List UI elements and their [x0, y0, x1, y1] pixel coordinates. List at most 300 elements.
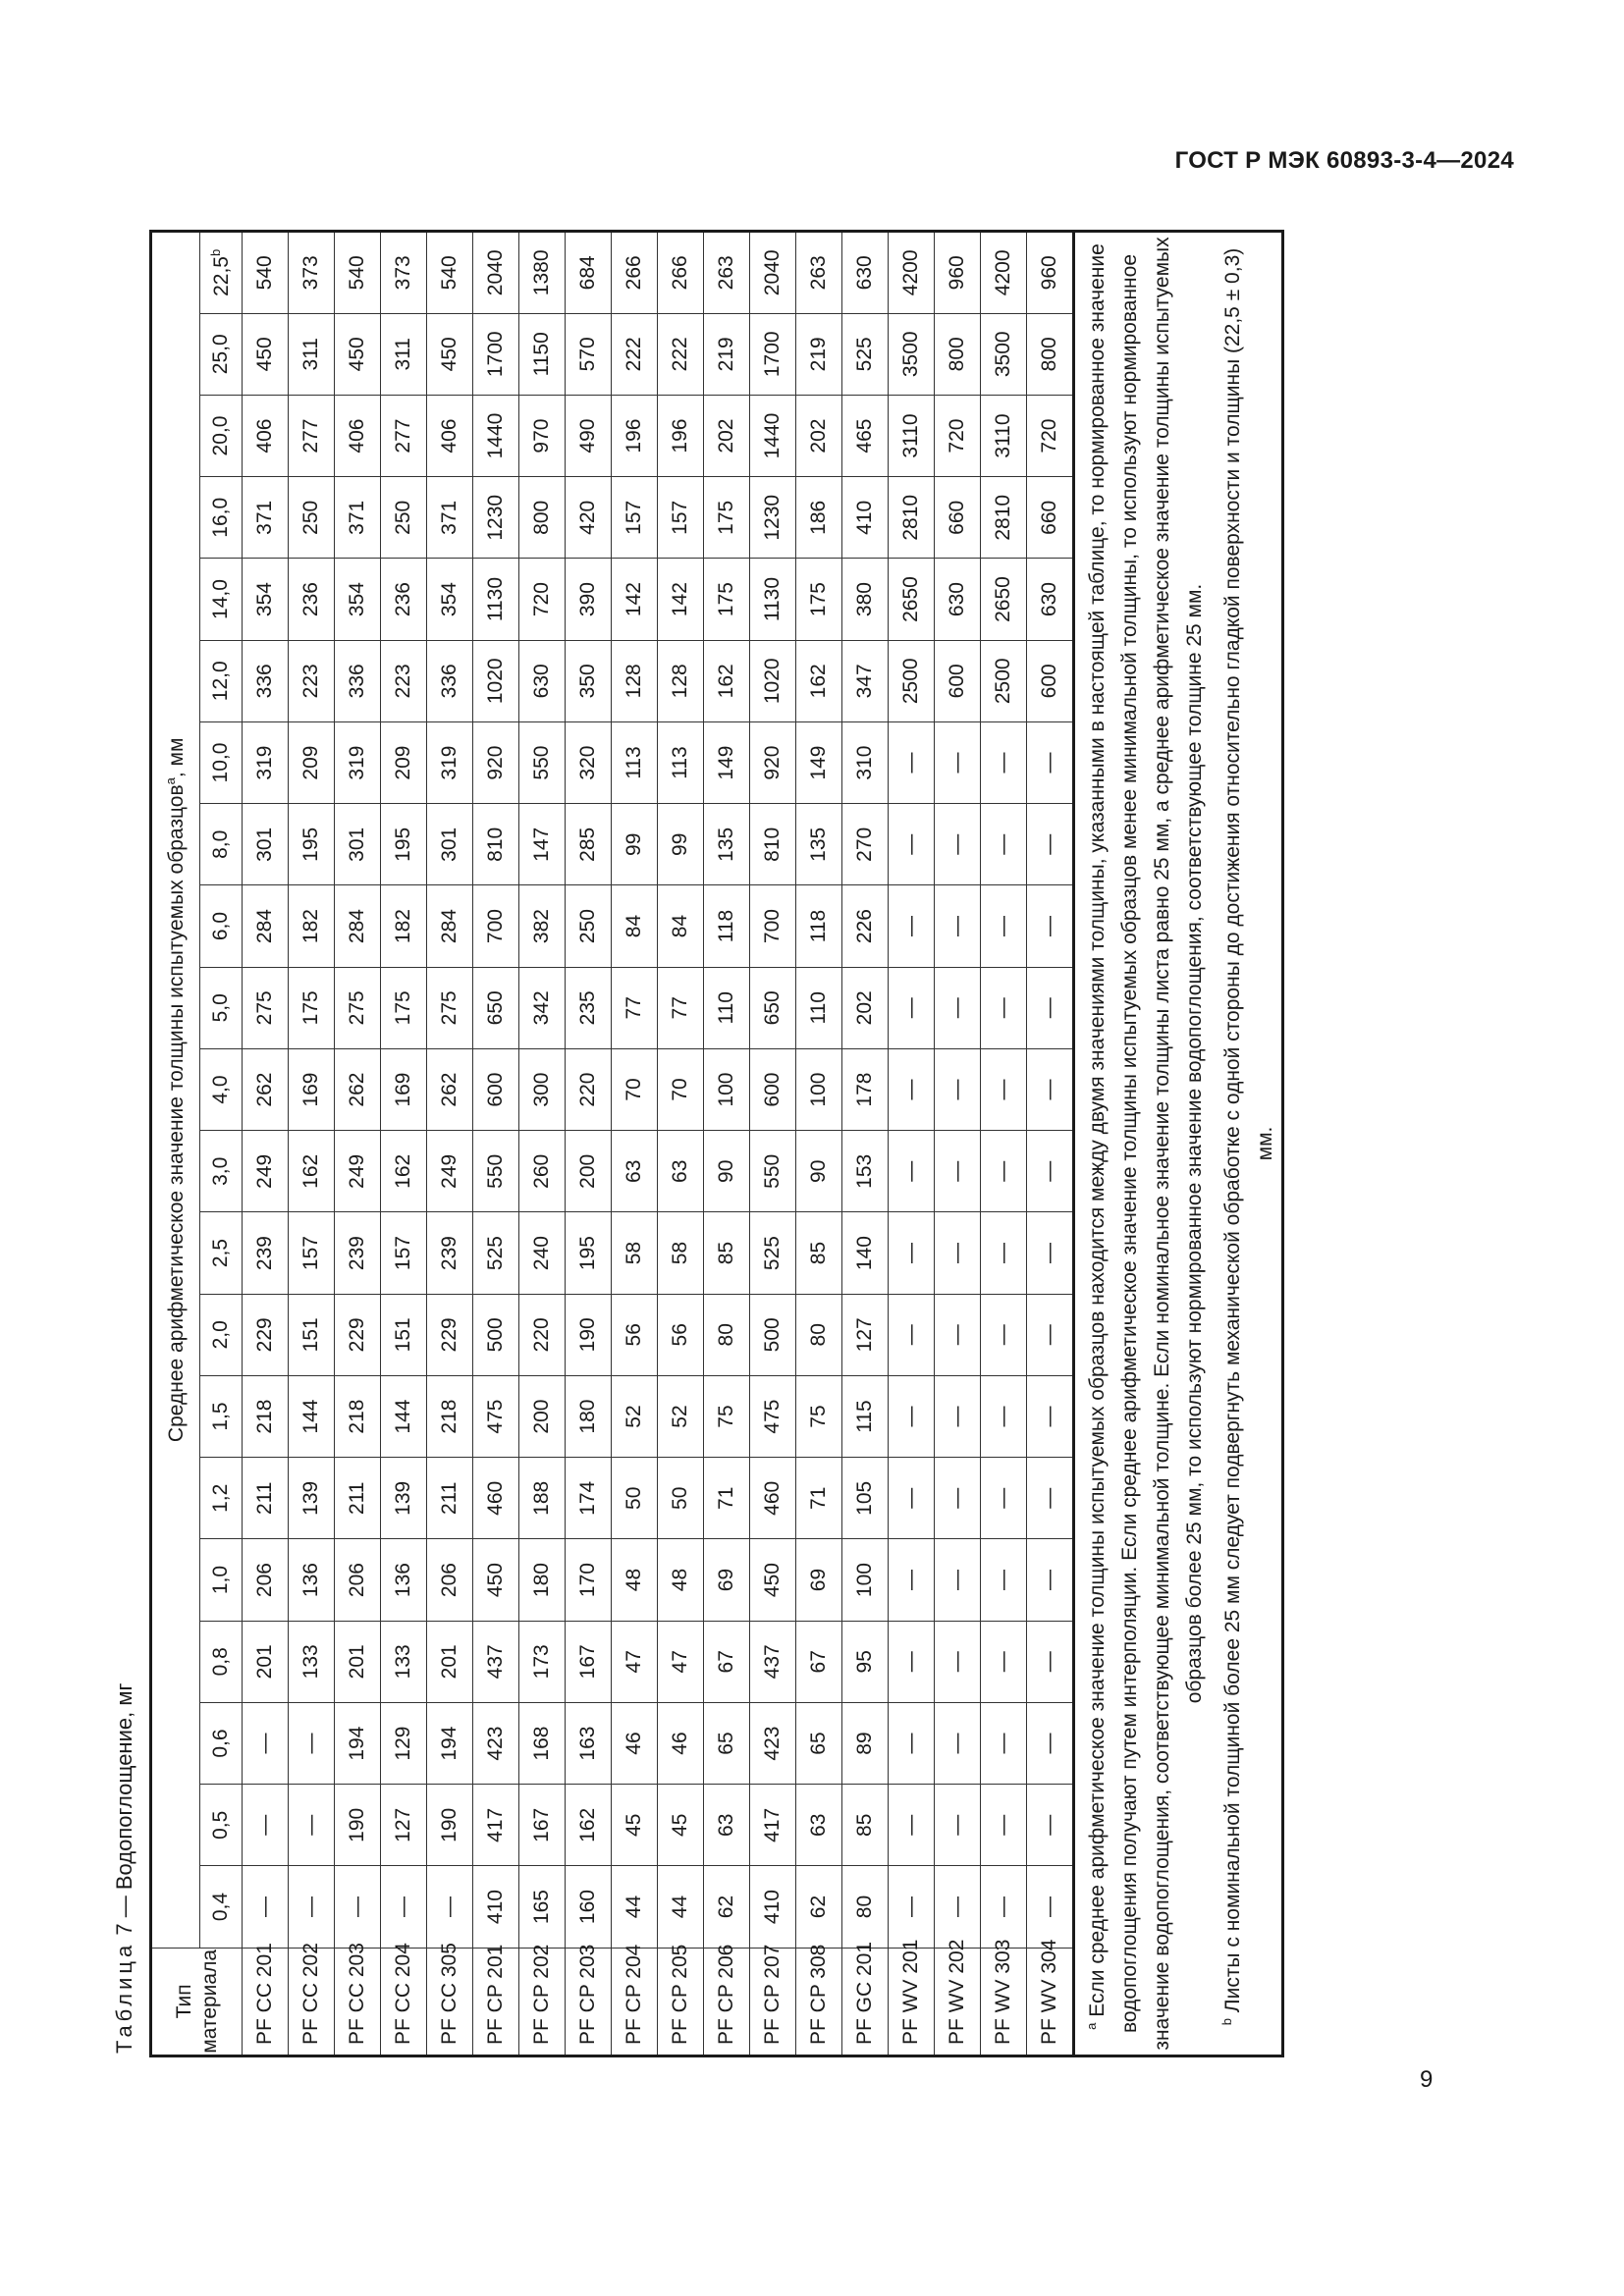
value-cell: 222: [612, 313, 658, 395]
value-cell: 437: [473, 1621, 519, 1702]
table-row: [935, 232, 981, 2056]
value-cell: 525: [750, 1212, 796, 1294]
value-cell: 319: [335, 721, 381, 803]
value-cell: 77: [612, 967, 658, 1048]
value-cell: 277: [381, 395, 427, 476]
value-cell: 417: [473, 1785, 519, 1866]
value-cell: 270: [842, 804, 889, 885]
material-cell: PF CP 203: [566, 1948, 612, 2056]
value-cell: 128: [658, 640, 704, 721]
value-cell: 45: [612, 1785, 658, 1866]
value-cell: 139: [381, 1458, 427, 1539]
value-cell: —: [981, 1375, 1027, 1457]
value-cell: 142: [658, 559, 704, 640]
material-cell: PF CP 202: [519, 1948, 566, 2056]
value-cell: —: [889, 1785, 935, 1866]
value-cell: 460: [750, 1458, 796, 1539]
value-cell: —: [935, 1212, 981, 1294]
value-cell: —: [1027, 1375, 1074, 1457]
value-cell: —: [1027, 1621, 1074, 1702]
value-cell: 165: [519, 1866, 566, 1948]
value-cell: 80: [796, 1294, 842, 1375]
value-cell: 46: [612, 1702, 658, 1784]
value-cell: 50: [658, 1458, 704, 1539]
value-cell: 2650: [889, 559, 935, 640]
value-cell: 284: [243, 885, 289, 967]
thickness-group-header: Среднее арифметическое значение толщины испытуемых образцов$^а$, мм: [151, 232, 200, 1949]
value-cell: 110: [704, 967, 750, 1048]
value-cell: 211: [427, 1458, 473, 1539]
value-cell: 95: [842, 1621, 889, 1702]
value-cell: 525: [842, 313, 889, 395]
value-cell: 157: [381, 1212, 427, 1294]
table-row: [381, 232, 427, 2056]
value-cell: 540: [335, 232, 381, 314]
table-title-text: 7 — Водопоглощение, мг: [112, 1682, 136, 1942]
value-cell: 236: [381, 559, 427, 640]
value-cell: 182: [289, 885, 335, 967]
value-cell: 182: [381, 885, 427, 967]
value-cell: 128: [612, 640, 658, 721]
value-cell: 174: [566, 1458, 612, 1539]
value-cell: 1130: [750, 559, 796, 640]
value-cell: 226: [842, 885, 889, 967]
value-cell: 262: [335, 1048, 381, 1130]
value-cell: 800: [519, 477, 566, 559]
value-cell: 69: [796, 1539, 842, 1621]
value-cell: —: [289, 1785, 335, 1866]
value-cell: —: [935, 885, 981, 967]
value-cell: 1020: [473, 640, 519, 721]
value-cell: —: [289, 1866, 335, 1948]
value-cell: 69: [704, 1539, 750, 1621]
value-cell: 144: [381, 1375, 427, 1457]
value-cell: 167: [566, 1621, 612, 1702]
value-cell: 157: [289, 1212, 335, 1294]
value-cell: 188: [519, 1458, 566, 1539]
value-cell: —: [1027, 1131, 1074, 1212]
value-cell: 58: [658, 1212, 704, 1294]
value-cell: 250: [289, 477, 335, 559]
thickness-header: 10,0: [200, 721, 243, 803]
value-cell: 417: [750, 1785, 796, 1866]
material-cell: PF WV 303: [981, 1948, 1027, 2056]
value-cell: 85: [704, 1212, 750, 1294]
value-cell: —: [1027, 1458, 1074, 1539]
value-cell: —: [935, 1539, 981, 1621]
value-cell: —: [981, 885, 1027, 967]
value-cell: 75: [704, 1375, 750, 1457]
value-cell: 266: [612, 232, 658, 314]
value-cell: 4200: [981, 232, 1027, 314]
value-cell: 169: [289, 1048, 335, 1130]
value-cell: —: [981, 967, 1027, 1048]
value-cell: 600: [473, 1048, 519, 1130]
value-cell: 275: [243, 967, 289, 1048]
thickness-header: 4,0: [200, 1048, 243, 1130]
value-cell: —: [935, 1785, 981, 1866]
value-cell: 118: [796, 885, 842, 967]
value-cell: 190: [335, 1785, 381, 1866]
material-cell: PF CP 207: [750, 1948, 796, 2056]
value-cell: 630: [1027, 559, 1074, 640]
value-cell: —: [981, 1048, 1027, 1130]
value-cell: 2650: [981, 559, 1027, 640]
value-cell: 475: [750, 1375, 796, 1457]
value-cell: 1380: [519, 232, 566, 314]
value-cell: 1230: [473, 477, 519, 559]
value-cell: —: [935, 804, 981, 885]
value-cell: 149: [796, 721, 842, 803]
value-cell: —: [1027, 1212, 1074, 1294]
value-cell: 129: [381, 1702, 427, 1784]
value-cell: 162: [704, 640, 750, 721]
value-cell: 371: [335, 477, 381, 559]
value-cell: —: [935, 967, 981, 1048]
value-cell: 450: [750, 1539, 796, 1621]
document-header: ГОСТ Р МЭК 60893-3-4—2024: [1174, 147, 1514, 174]
value-cell: 700: [750, 885, 796, 967]
thickness-header: 5,0: [200, 967, 243, 1048]
value-cell: 48: [612, 1539, 658, 1621]
table-row: [519, 232, 566, 2056]
material-cell: PF CC 202: [289, 1948, 335, 2056]
value-cell: 48: [658, 1539, 704, 1621]
value-cell: 113: [658, 721, 704, 803]
value-cell: 350: [566, 640, 612, 721]
value-cell: 920: [750, 721, 796, 803]
value-cell: —: [243, 1785, 289, 1866]
value-cell: 423: [750, 1702, 796, 1784]
value-cell: 423: [473, 1702, 519, 1784]
table-row: [1027, 232, 1074, 2056]
value-cell: 77: [658, 967, 704, 1048]
value-cell: 550: [473, 1131, 519, 1212]
value-cell: —: [243, 1866, 289, 1948]
value-cell: 99: [658, 804, 704, 885]
value-cell: 3110: [981, 395, 1027, 476]
value-cell: 342: [519, 967, 566, 1048]
value-cell: 85: [842, 1785, 889, 1866]
value-cell: 71: [704, 1458, 750, 1539]
value-cell: 1700: [750, 313, 796, 395]
table-row: [981, 232, 1027, 2056]
value-cell: 263: [704, 232, 750, 314]
value-cell: —: [935, 1702, 981, 1784]
value-cell: —: [889, 1294, 935, 1375]
value-cell: 47: [612, 1621, 658, 1702]
value-cell: 63: [612, 1131, 658, 1212]
value-cell: 2810: [889, 477, 935, 559]
value-cell: 195: [566, 1212, 612, 1294]
value-cell: 2040: [750, 232, 796, 314]
value-cell: 450: [427, 313, 473, 395]
value-cell: 136: [381, 1539, 427, 1621]
value-cell: 300: [519, 1048, 566, 1130]
value-cell: —: [889, 1131, 935, 1212]
footnote-a: $^а$ Если среднее арифметическое значение толщины испытуемых образцов находится между двумя значениями толщины, указанными в настоящей таблице, то нормированное значение водопоглощения получают путем интерполяции. Если среднее арифметическое значение толщины испытуемых образцов менее минимальной толщины, то используют нормированное значение водопоглощения, соответствующее минимальной толщине. Если номинальное значение толщины листа равно 25 мм, а среднее арифметическое значение толщины испытуемых образцов более 25 мм, то используют нормированное значение водопоглощения, соответствующее толщине 25 мм.: [1084, 237, 1206, 2051]
value-cell: 284: [335, 885, 381, 967]
value-cell: 67: [796, 1621, 842, 1702]
value-cell: 219: [704, 313, 750, 395]
material-cell: PF CC 201: [243, 1948, 289, 2056]
value-cell: 195: [289, 804, 335, 885]
value-cell: 3500: [889, 313, 935, 395]
value-cell: 167: [519, 1785, 566, 1866]
value-cell: 960: [935, 232, 981, 314]
value-cell: 720: [1027, 395, 1074, 476]
value-cell: 135: [704, 804, 750, 885]
value-cell: 44: [612, 1866, 658, 1948]
value-cell: 209: [381, 721, 427, 803]
value-cell: 277: [289, 395, 335, 476]
value-cell: 45: [658, 1785, 704, 1866]
value-cell: 110: [796, 967, 842, 1048]
value-cell: 810: [473, 804, 519, 885]
value-cell: 380: [842, 559, 889, 640]
value-cell: 118: [704, 885, 750, 967]
value-cell: 336: [335, 640, 381, 721]
value-cell: 319: [243, 721, 289, 803]
material-cell: PF CP 206: [704, 1948, 750, 2056]
value-cell: 180: [519, 1539, 566, 1621]
thickness-header: 0,8: [200, 1621, 243, 1702]
value-cell: 240: [519, 1212, 566, 1294]
value-cell: 142: [612, 559, 658, 640]
value-cell: 100: [704, 1048, 750, 1130]
value-cell: —: [981, 804, 1027, 885]
thickness-header: 20,0: [200, 395, 243, 476]
value-cell: 201: [427, 1621, 473, 1702]
value-cell: —: [981, 721, 1027, 803]
thickness-header: 0,4: [200, 1866, 243, 1948]
thickness-header: 6,0: [200, 885, 243, 967]
table-row: [473, 232, 519, 2056]
value-cell: 3110: [889, 395, 935, 476]
value-cell: —: [335, 1866, 381, 1948]
value-cell: 229: [427, 1294, 473, 1375]
value-cell: 201: [335, 1621, 381, 1702]
value-cell: 266: [658, 232, 704, 314]
value-cell: 222: [658, 313, 704, 395]
value-cell: —: [981, 1785, 1027, 1866]
value-cell: 196: [612, 395, 658, 476]
value-cell: 373: [289, 232, 335, 314]
value-cell: 450: [473, 1539, 519, 1621]
value-cell: 175: [704, 477, 750, 559]
value-cell: 2500: [981, 640, 1027, 721]
value-cell: 84: [658, 885, 704, 967]
value-cell: 301: [427, 804, 473, 885]
value-cell: 56: [612, 1294, 658, 1375]
value-cell: —: [1027, 1048, 1074, 1130]
value-cell: 465: [842, 395, 889, 476]
value-cell: 311: [381, 313, 427, 395]
value-cell: 336: [427, 640, 473, 721]
value-cell: 660: [1027, 477, 1074, 559]
value-cell: 650: [750, 967, 796, 1048]
value-cell: 133: [381, 1621, 427, 1702]
value-cell: 475: [473, 1375, 519, 1457]
value-cell: 275: [335, 967, 381, 1048]
rotated-table-block: [100, 230, 1327, 2057]
value-cell: 100: [842, 1539, 889, 1621]
value-cell: 85: [796, 1212, 842, 1294]
value-cell: 223: [289, 640, 335, 721]
thickness-header: 1,5: [200, 1375, 243, 1457]
value-cell: 157: [612, 477, 658, 559]
value-cell: 239: [427, 1212, 473, 1294]
value-cell: 920: [473, 721, 519, 803]
thickness-header: 14,0: [200, 559, 243, 640]
value-cell: 62: [796, 1866, 842, 1948]
value-cell: 347: [842, 640, 889, 721]
value-cell: 500: [473, 1294, 519, 1375]
value-cell: 540: [243, 232, 289, 314]
value-cell: 320: [566, 721, 612, 803]
value-cell: 4200: [889, 232, 935, 314]
value-cell: 311: [289, 313, 335, 395]
value-cell: 406: [243, 395, 289, 476]
value-cell: 660: [935, 477, 981, 559]
value-cell: 162: [566, 1785, 612, 1866]
value-cell: 196: [658, 395, 704, 476]
value-cell: 190: [566, 1294, 612, 1375]
value-cell: 136: [289, 1539, 335, 1621]
value-cell: 800: [1027, 313, 1074, 395]
value-cell: 50: [612, 1458, 658, 1539]
value-cell: 970: [519, 395, 566, 476]
value-cell: 630: [935, 559, 981, 640]
value-cell: —: [889, 1375, 935, 1457]
value-cell: 99: [612, 804, 658, 885]
value-cell: 200: [566, 1131, 612, 1212]
value-cell: —: [889, 967, 935, 1048]
value-cell: 382: [519, 885, 566, 967]
value-cell: 1230: [750, 477, 796, 559]
value-cell: 160: [566, 1866, 612, 1948]
table-row: [566, 232, 612, 2056]
value-cell: 650: [473, 967, 519, 1048]
value-cell: 354: [335, 559, 381, 640]
value-cell: —: [889, 1458, 935, 1539]
value-cell: 175: [796, 559, 842, 640]
value-cell: —: [981, 1621, 1027, 1702]
value-cell: 420: [566, 477, 612, 559]
value-cell: 437: [750, 1621, 796, 1702]
value-cell: 236: [289, 559, 335, 640]
page-number: 9: [1420, 2066, 1434, 2093]
value-cell: 157: [658, 477, 704, 559]
value-cell: 162: [381, 1131, 427, 1212]
value-cell: —: [889, 1621, 935, 1702]
footnote-b: $^b$ Листы с номинальной толщиной более 25 мм следует подвергнуть механической обработке с одной стороны до достижения относительно гладкой поверхности и толщины (22,5 ± 0,3) мм.: [1219, 247, 1276, 2026]
value-cell: 65: [796, 1702, 842, 1784]
value-cell: 173: [519, 1621, 566, 1702]
value-cell: —: [935, 1048, 981, 1130]
value-cell: 84: [612, 885, 658, 967]
value-cell: 200: [519, 1375, 566, 1457]
value-cell: 170: [566, 1539, 612, 1621]
value-cell: 218: [243, 1375, 289, 1457]
value-cell: 460: [473, 1458, 519, 1539]
value-cell: 810: [750, 804, 796, 885]
value-cell: 63: [704, 1785, 750, 1866]
value-cell: 720: [935, 395, 981, 476]
value-cell: 162: [796, 640, 842, 721]
value-cell: 550: [750, 1131, 796, 1212]
value-cell: —: [889, 1048, 935, 1130]
value-cell: —: [289, 1702, 335, 1784]
value-cell: 500: [750, 1294, 796, 1375]
value-cell: 115: [842, 1375, 889, 1457]
value-cell: —: [889, 885, 935, 967]
value-cell: 410: [473, 1866, 519, 1948]
water-absorption-table: [149, 230, 1284, 2057]
value-cell: 70: [612, 1048, 658, 1130]
value-cell: —: [243, 1702, 289, 1784]
value-cell: 70: [658, 1048, 704, 1130]
table-footnotes: [1074, 232, 1283, 2056]
value-cell: —: [1027, 804, 1074, 885]
value-cell: 201: [243, 1621, 289, 1702]
value-cell: 219: [796, 313, 842, 395]
value-cell: 450: [335, 313, 381, 395]
value-cell: 3500: [981, 313, 1027, 395]
value-cell: 202: [704, 395, 750, 476]
value-cell: 2810: [981, 477, 1027, 559]
thickness-header: 1,0: [200, 1539, 243, 1621]
value-cell: 250: [381, 477, 427, 559]
value-cell: 301: [335, 804, 381, 885]
value-cell: 62: [704, 1866, 750, 1948]
material-cell: PF WV 202: [935, 1948, 981, 2056]
value-cell: 63: [658, 1131, 704, 1212]
value-cell: 75: [796, 1375, 842, 1457]
value-cell: 180: [566, 1375, 612, 1457]
value-cell: 209: [289, 721, 335, 803]
material-cell: PF CP 308: [796, 1948, 842, 2056]
table-row: [889, 232, 935, 2056]
material-cell: PF CP 201: [473, 1948, 519, 2056]
table-row: [658, 232, 704, 2056]
value-cell: 175: [381, 967, 427, 1048]
value-cell: —: [1027, 721, 1074, 803]
value-cell: 1440: [473, 395, 519, 476]
value-cell: 133: [289, 1621, 335, 1702]
value-cell: 90: [704, 1131, 750, 1212]
table-row: [427, 232, 473, 2056]
value-cell: 218: [427, 1375, 473, 1457]
value-cell: 169: [381, 1048, 427, 1130]
value-cell: 52: [612, 1375, 658, 1457]
value-cell: 1150: [519, 313, 566, 395]
value-cell: 151: [381, 1294, 427, 1375]
value-cell: 168: [519, 1702, 566, 1784]
value-cell: 163: [566, 1702, 612, 1784]
value-cell: 406: [427, 395, 473, 476]
value-cell: —: [935, 721, 981, 803]
material-cell: PF GC 201: [842, 1948, 889, 2056]
value-cell: 90: [796, 1131, 842, 1212]
value-cell: 2040: [473, 232, 519, 314]
value-cell: 80: [842, 1866, 889, 1948]
value-cell: 410: [842, 477, 889, 559]
material-cell: PF CP 204: [612, 1948, 658, 2056]
value-cell: —: [981, 1212, 1027, 1294]
material-cell: PF WV 201: [889, 1948, 935, 2056]
value-cell: 206: [243, 1539, 289, 1621]
